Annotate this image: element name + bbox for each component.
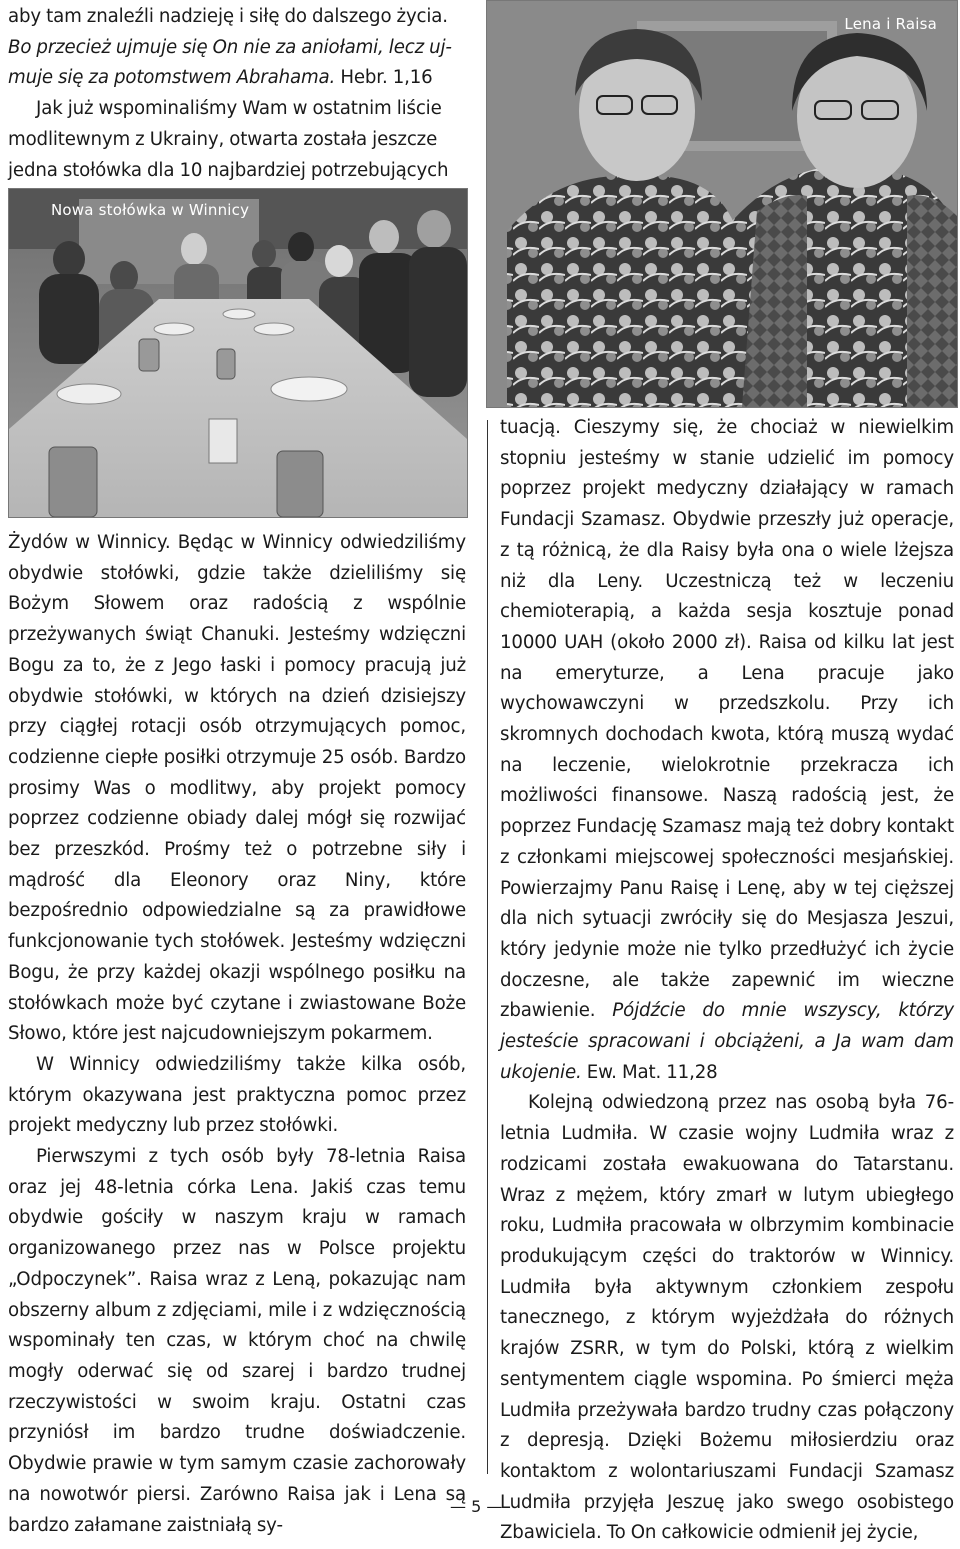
right-paragraph-1-text: tuacją. Cieszymy się, że chociaż w niewielkim stopniu jesteśmy w stanie udzielić im pomocy poprzez projekt medyczny działający w ramach Fundacji Szamasz. Obydwie przeszły już operacje, z tą różnicą, że dla Raisy była ona o wiele lżejsza niż dla Leny. Uczestniczą też w leczeniu chemioterapią, a każda sesja kosztuje ponad 10000 UAH (około 2000 zł). Raisa od kilku lat jest na emeryturze, a Lena pracuje jako wychowawczyni w przedszkolu. Przy ich skromnych dochodach kwota, którą muszą wydać na leczenie, wielokrotnie przekracza ich możliwości finansowe. Naszą radością jest, że poprzez Fundację Szamasz mają też dobry kontakt z członkami miejscowej społeczności mesjańskiej. Powierzajmy Panu Raisę i Lenę, aby w tej cięższej dla nich sytuacji zwróciły się do Mesjasza Jeszui, który jedynie może nie tylko przedłużyć ich życie doczesne, ale także zapewnić im wieczne zbawienie. (500, 417, 954, 1022)
gospel-reference: Ew. Mat. 11,28 (586, 1061, 718, 1083)
top-line-4: Jak już wspominaliśmy Wam w ostatnim liście (36, 98, 442, 120)
left-column-text (8, 528, 466, 1541)
top-line-5: modlitewnym z Ukrainy, otwarta została jeszcze (8, 128, 438, 150)
right-paragraph-2: Kolejną odwiedzoną przez nas osobą była 76-letnia Ludmiła. W czasie wojny Ludmiła wraz z rodzicami została ewakuowana do Tatarstanu. Wraz z mężem, który zmarł w lutym ubiegłego roku, Ludmiła pracowała w olbrzymim kombinacie produkującym części do traktorów w Winnicy. Ludmiła była aktywnym członkiem zespołu tanecznego, z którym wyjeżdżała do różnych krajów ZSRR, w tym do Polski, którą z wielkim sentymentem ciągle wspomina. Po śmierci męża Ludmiła przeżywała bardzo trudny czas połączony z depresją. Dzięki Bożemu miłosierdziu oraz kontaktom z wolontariuszami Fundacji Szamasz Ludmiła przyjęła Jeszuę jako swego osobistego Zbawiciela. To On całkowicie odmienił jej życie, (500, 1092, 954, 1544)
top-line-6: jedna stołówka dla 10 najbardziej potrzebujących (8, 159, 449, 181)
canteen-photo-image (9, 189, 467, 517)
bible-quote-line-1: Bo przecież ujmuje się On nie za aniołami, lecz uj- (8, 36, 452, 58)
right-paragraph-1 (500, 413, 954, 1088)
left-paragraph-2: W Winnicy odwiedziliśmy także kilka osób, którym okazywana jest praktyczna pomoc przez projekt medyczny lub przez stołówki. (8, 1053, 466, 1137)
bible-quote-end: muje się za potomstwem Abrahama. (8, 67, 336, 89)
portrait-photo-image (487, 1, 957, 407)
canteen-caption: Nowa stołówka w Winnicy (51, 201, 250, 219)
bible-reference: Hebr. 1,16 (340, 67, 433, 89)
left-paragraph-1: Żydów w Winnicy. Będąc w Winnicy odwiedziliśmy obydwie stołówki, gdzie także dzieliliśmy się Bożym Słowem oraz radością z wspólnie przeżywanych świąt Chanuki. Jesteśmy wdzięczni Bogu za to, że z Jego łaski i pomocy pracują już obydwie stołówki, w których na dzień dzisiejszy przy ciągłej rotacji osób otrzymujących pomoc, codzienne ciepłe posiłki otrzymuje 25 osób. Bardzo prosimy Was o modlitwy, aby projekt pomocy poprzez codzienne obiady dalej mógł się rozwijać bez przeszkód. Prośmy też o potrzebne siły i mądrość dla Eleonory oraz Niny, które bezpośrednio odpowiedzialne są za prawidłowe funkcjonowanie tych stołówek. Jesteśmy wdzięczni Bogu, że przy każdej okazji wspólnego posiłku na stołówkach może być czytane i zwiastowane Boże Słowo, które jest najcudowniejszym pokarmem. (8, 532, 466, 1045)
canteen-photo (8, 188, 468, 518)
top-line-1: aby tam znaleźli nadzieję i siłę do dalszego życia. (8, 6, 448, 27)
top-text (8, 2, 466, 186)
bible-quote-line-2 (8, 63, 466, 94)
left-paragraph-3: Pierwszymi z tych osób były 78-letnia Raisa oraz jej 48-letnia córka Lena. Jakiś czas temu obydwie gościły w naszym kraju w ramach organizowanego przez nas w Polsce projektu „Odpoczynek”. Raisa wraz z Leną, pokazując nam obszerny album z zdjęciami, mile i z wdzięcznością wspominały ten czas, w którym choć na chwilę mogły oderwać się od szarej i bardzo trudnej rzeczywistości w swoim kraju. Ostatni czas przyniósł im bardzo trudne doświadczenie. Obydwie prawie w tym samym czasie zachorowały na nowotwór piersi. Zarówno Raisa jak i Lena są bardzo załamane zaistniałą sy- (8, 1146, 466, 1536)
page-number: — 5 — (450, 1497, 503, 1516)
portrait-caption: Lena i Raisa (844, 15, 937, 33)
gospel-quote: Pójdźcie do mnie wszyscy, którzy jesteście spracowani i obciążeni, a Ja wam dam ukojenie. (500, 1000, 955, 1083)
portrait-photo (486, 0, 958, 408)
right-column-text (500, 413, 954, 1549)
column-divider (487, 420, 488, 1474)
